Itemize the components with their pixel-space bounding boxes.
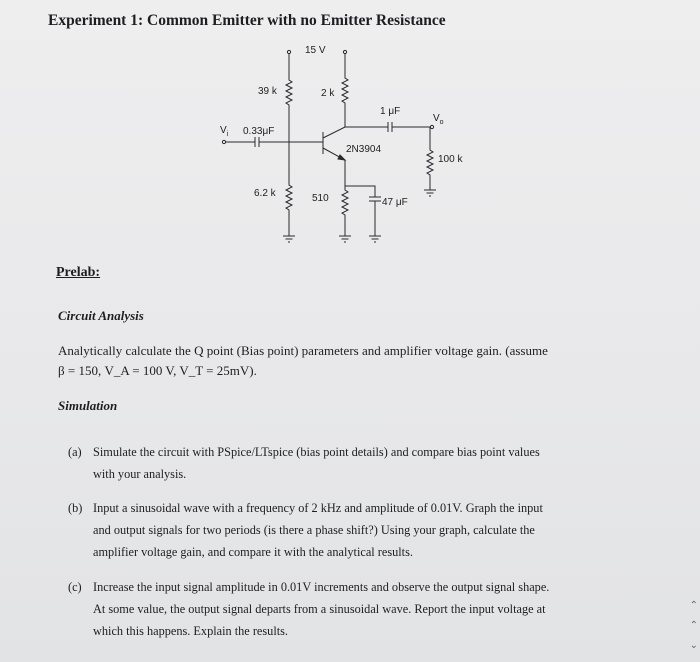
circuit-analysis-text [58, 341, 628, 381]
bypass-capacitor [345, 186, 381, 236]
vcc-terminal-left [287, 50, 290, 53]
vout-terminal [430, 125, 433, 128]
emitter-arrow [338, 155, 345, 160]
ground-load [424, 190, 436, 196]
prelab-heading: Prelab: [56, 265, 101, 280]
ground-re [339, 236, 351, 242]
circuit-analysis-line-2: β = 150, V_A = 100 V, V_T = 25mV). [58, 363, 257, 378]
ground-r2 [283, 236, 295, 242]
circuit-diagram [0, 0, 700, 262]
c-out-label: 1 μF [380, 106, 401, 117]
rc-label: 2 k [321, 88, 335, 99]
chevron-up-icon[interactable]: ⌃ [689, 620, 698, 631]
simulation-item-a [68, 441, 616, 485]
circuit-analysis-heading: Circuit Analysis [58, 308, 144, 323]
transistor-label: 2N3904 [346, 144, 382, 155]
item-line: At some value, the output signal departs from a sinusoidal wave. Report the input voltage at [93, 602, 546, 616]
re-label: 510 [312, 193, 329, 204]
experiment-title: Experiment 1: Common Emitter with no Emitter Resistance [48, 12, 446, 29]
item-line: Input a sinusoidal wave with a frequency of 2 kHz and amplitude of 0.01V. Graph the input [93, 501, 543, 515]
item-line: and output signals for two periods (is there a phase shift?) Using your graph, calculate the [93, 523, 535, 537]
item-line: Simulate the circuit with PSpice/LTspice (bias point details) and compare bias point values [93, 445, 540, 459]
supply-label: 15 V [305, 45, 326, 56]
c-in-label: 0.33μF [243, 126, 275, 137]
input-coupling-capacitor [226, 137, 323, 147]
item-line: Increase the input signal amplitude in 0.01V increments and observe the output signal shape. [93, 580, 550, 594]
resistor-load [427, 127, 433, 190]
r1-label: 39 k [258, 86, 277, 97]
resistor-rc [342, 54, 348, 127]
resistor-r2 [286, 150, 292, 236]
item-label: (a) [68, 445, 82, 459]
item-line: amplifier voltage gain, and compare it with the analytical results. [93, 545, 413, 559]
vin-terminal [222, 140, 225, 143]
simulation-heading: Simulation [58, 398, 118, 413]
ground-bypass [369, 236, 381, 242]
resistor-re [342, 186, 348, 236]
chevron-up-icon[interactable]: ⌃ [689, 600, 698, 611]
r-load-label: 100 k [438, 154, 463, 165]
r2-label: 6.2 k [254, 188, 276, 199]
output-coupling-capacitor [345, 122, 430, 132]
item-line: which this happens. Explain the results. [93, 624, 289, 638]
vcc-terminal-right [343, 50, 346, 53]
chevron-down-icon[interactable]: ⌄ [689, 640, 698, 651]
vout-label: $V_o$ [433, 113, 444, 126]
item-label: (b) [68, 501, 83, 515]
simulation-item-b [68, 497, 616, 563]
c-e-label: 47 μF [382, 197, 408, 208]
simulation-item-c [68, 576, 616, 642]
circuit-analysis-line-1: Analytically calculate the Q point (Bias point) parameters and amplifier voltage gain. (assume [58, 343, 548, 358]
item-line: with your analysis. [93, 467, 187, 481]
resistor-r1 [286, 54, 292, 150]
vin-label: $V_i$ [220, 125, 229, 138]
item-label: (c) [68, 580, 82, 594]
